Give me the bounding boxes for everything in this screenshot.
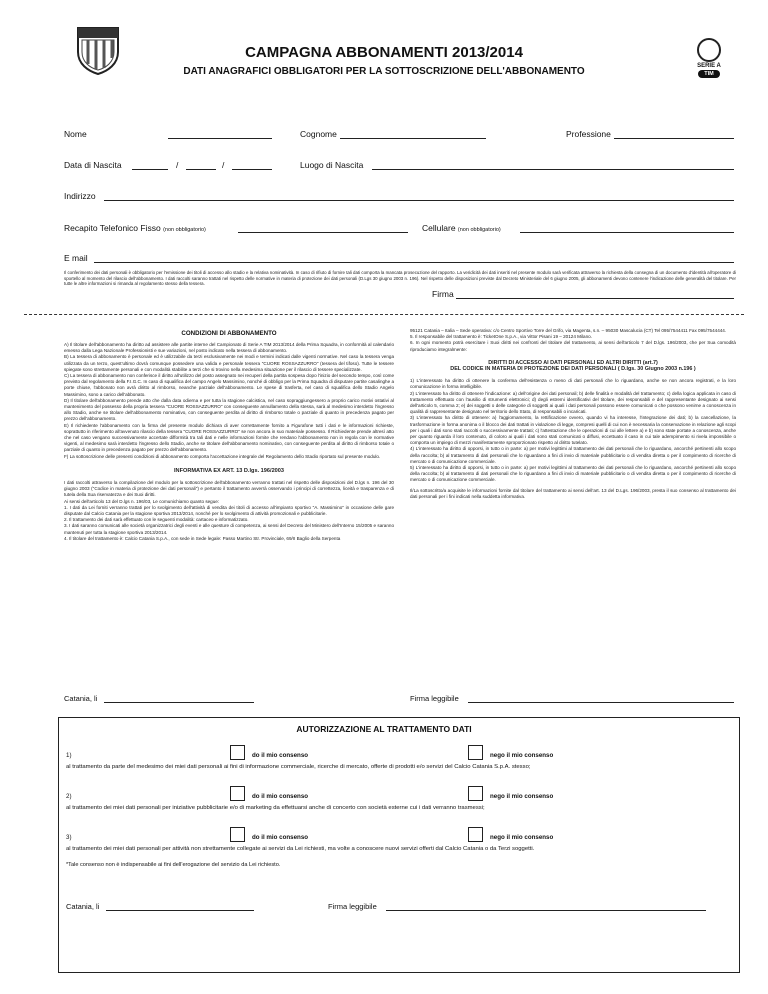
luogo-nascita-field[interactable] xyxy=(372,169,734,170)
firma-label: Firma xyxy=(432,289,454,299)
slash-1: / xyxy=(176,160,179,170)
info-heading: INFORMATIVA EX ART. 13 D.lgs. 196/2003 xyxy=(173,467,285,474)
rights-paragraph-1: 1) L'interessato ha diritto di ottenere la conferma dell'esistenza o meno di dati personali che lo riguardano, anche se non ancora registrati, e la loro comunicazione in forma intelligibile. xyxy=(410,378,736,390)
auth-footnote: *Tale consenso non è indispensabile ai fini dell'erogazione del servizio da Lei richiesto. xyxy=(66,862,281,868)
catania-label-1: Catania, li xyxy=(64,694,98,703)
recapito-text: Recapito Telefonico Fisso xyxy=(64,223,161,233)
info-paragraph-4: 2. Il trattamento dei dati sarà effettuato con le seguenti modalità: cartaceo e informatizzato. xyxy=(64,517,249,523)
condition-f: F) La sottoscrizione delle presenti condizioni di abbonamento comporta l'accettazione integrale del Regolamento dello Stadio riportato sul presente modulo. xyxy=(64,453,381,459)
auth-item-3-yes-label: do il mio consenso xyxy=(252,834,309,841)
recapito-note: (non obbligatorio) xyxy=(163,227,206,233)
serie-a-icon xyxy=(697,38,721,62)
page-title: CAMPAGNA ABBONAMENTI 2013/2014 xyxy=(245,44,523,61)
auth-item-3-no-label: nego il mio consenso xyxy=(490,834,554,841)
firma-leggibile-label-1: Firma leggibile xyxy=(410,694,459,703)
auth-item-2-yes-checkbox[interactable] xyxy=(230,786,245,801)
slash-2: / xyxy=(222,160,225,170)
auth-item-2-yes-label: do il mio consenso xyxy=(252,793,309,800)
cellulare-field[interactable] xyxy=(520,232,734,233)
firma-leggibile-field-1[interactable] xyxy=(468,702,734,703)
recapito-label xyxy=(64,223,206,233)
firma-leggibile-field-2[interactable] xyxy=(386,910,706,911)
auth-item-3-num: 3) xyxy=(66,834,72,841)
rights-paragraph-5: 5) L'interessato ha diritto di opporsi, in tutto o in parte: a) per motivi legittimi al trattamento dei dati personali che lo riguardano, ancorché pertinenti allo scopo della raccolta; b) al trattamento di dati personali che lo riguardano a fini di invio di materiale pubblicitario o di vendita diretta o per il compimento di ricerche di mercato o di comunicazione commerciale. xyxy=(410,465,736,483)
condition-c: C) La tessera di abbonamento non conferisce il diritto all'utilizzo del posto assegnato nei recuperi della partita sospesa dopo l'inizio del secondo tempo, così come previsto dal regolamento della F.I.G.C. In caso di squalifica del campo Angelo Massimino, nonché di obbligo per la Prima Squadra di disputare partite casalinghe a porte chiuse, l'abbonato non avrà diritto al rimborso, neanche parziale dell'abbonamento. Le spese di trasferta, nel caso di squalifica dello Stadio Angelo Massimino, sono a carico dell'abbonato. xyxy=(64,373,394,397)
nome-field[interactable] xyxy=(168,138,272,139)
auth-item-2-text: al trattamento dei miei dati personali per iniziative pubblicitarie e/o di marketing da effettuarsi anche di concerto con società esterne cui i dati verranno trasmessi; xyxy=(66,805,485,811)
indirizzo-label: Indirizzo xyxy=(64,191,96,201)
serie-a-badge xyxy=(692,38,726,78)
auth-item-3-yes-checkbox[interactable] xyxy=(230,827,245,842)
auth-item-2-num: 2) xyxy=(66,793,72,800)
catania-date-field-1[interactable] xyxy=(104,702,254,703)
condition-b: B) La tessera di abbonamento è personale ed è utilizzabile da terzi esclusivamente nei modi e termini indicati dalle vigenti normative. Nel caso la tessera venga utilizzata da un terzo, quest'ultimo dovrà comunque possedere una valida e personale tessera "CUORE ROSSAZZURRO" (tessera del tifoso). Tutte le tessere spiegate sono strettamente personali e con modalità stabilite a terzi che si trovino nella medesima situazione per il rilascio di tessere specializzate. xyxy=(64,354,394,372)
page-subtitle: DATI ANAGRAFICI OBBLIGATORI PER LA SOTTOSCRIZIONE DELL'ABBONAMENTO xyxy=(183,66,585,77)
indirizzo-field[interactable] xyxy=(104,200,734,201)
auth-item-2-no-label: nego il mio consenso xyxy=(490,793,554,800)
cognome-label: Cognome xyxy=(300,129,337,139)
cognome-field[interactable] xyxy=(340,138,486,139)
auth-item-2-no-checkbox[interactable] xyxy=(468,786,483,801)
condition-e: E) Il richiedente l'abbonamento con la firma del presente modulo dichiara di aver correttamente fornito a Figurafone tutti i dati e le informazioni richieste, soprattutto in riferimento all'avvenuto rilascio della tessera "CUORE ROSSAZZURRO" se non ancora in suo materiale possesso. Il Richiedente prende altresì atto che nel caso vengano successivamente accertate difformità tra tali dati e nelle informazioni fornite che rendano l'abbonamento non in regola con le normative vigenti, al medesimo sarà interdetto l'ingresso dello Stadio, anche se titolare dell'abbonamento nominativo, con conseguente perdita al diritto di rimborso totale o parziale di quanto in precedenza pagato per prezzo dell'abbonamento. xyxy=(64,422,394,453)
firma-field[interactable] xyxy=(456,298,734,299)
conditions-heading: CONDIZIONI DI ABBONAMENTO xyxy=(181,330,277,337)
rights-paragraph-2: 2) L'interessato ha diritto di ottenere l'indicazione: a) dell'origine dei dati personali; b) delle finalità e modalità del trattamento; c) della logica applicata in caso di trattamento effettuato con l'ausilio di strumenti elettronici; d) degli estremi identificativi del titolare, dei responsabili e del rappresentante designato ai sensi dell'articolo 5, comma 2; e) dei soggetti o delle categorie di soggetti ai quali i dati personali possono essere comunicati o che possono venirne a conoscenza in qualità di rappresentante designato nel territorio dello Stato, di responsabili o incaricati. xyxy=(410,390,736,415)
auth-item-1-text: al trattamento da parte del medesimo dei miei dati personali ai fini di informazione commerciale, ricerche di mercato, offerte di prodotti e/o servizi del Calcio Catania S.p.A. stesso; xyxy=(66,764,531,770)
auth-heading: AUTORIZZAZIONE AL TRATTAMENTO DATI xyxy=(296,724,472,734)
professione-field[interactable] xyxy=(614,138,734,139)
info-paragraph-1: I dati raccolti attraverso la compilazione del modulo per la sottoscrizione dell'abbonamento verranno trattati nel rispetto delle disposizioni del D.lgs n. 196 del 30 giugno 2003 ("Codice in materia di protezione dei dati personali") e pertanto il trattamento avverrà osservando i principi di correttezza, liceità e trasparenza e di tutela della Sua riservatezza e dei Suoi diritti. xyxy=(64,480,394,498)
email-field[interactable] xyxy=(94,262,734,263)
professione-label: Professione xyxy=(566,129,611,139)
luogo-nascita-label: Luogo di Nascita xyxy=(300,160,364,170)
condition-a: A) Il titolare dell'abbonamento ha diritto ad assistere alle partite interne del Campionato di Serie A TIM 2013/2014 della Prima Squadra, in conformità al calendario emesso dalla Lega Nazionale Professionisti e sue variazioni, nel posto indicato nella tessera di abbonamento. xyxy=(64,342,394,354)
rights-paragraph-4: 4) L'interessato ha diritto di opporsi, in tutto o in parte: a) per motivi legittimi al trattamento dei dati personali che lo riguardano, ancorché pertinenti allo scopo della raccolta; b) al trattamento di dati personali che lo riguardano a fini di invio di materiale pubblicitario o di vendita diretta o per il compimento di ricerche di mercato o di comunicazione commerciale. xyxy=(410,446,736,464)
info-paragraph-2: Ai sensi dell'articolo 13 del D.lgs n. 196/03, Le comunichiamo quanto segue: xyxy=(64,498,220,504)
auth-item-3-text: al trattamento dei miei dati personali per attività non strettamente collegate ai servizi da Lei richiesti, ma volte a conoscere nuovi servizi offerti dal Calcio Catania o da Terzi soggetti. xyxy=(66,846,535,852)
cellulare-note: (non obbligatorio) xyxy=(457,227,501,233)
conditions-left-column xyxy=(64,342,394,542)
recapito-field[interactable] xyxy=(238,232,408,233)
right-paragraph-1: 95121 Catania – Italia – Sede operativa: c/o Centro Sportivo Torre del Grifo, via Magenta, s.n. – 95030 Mascalucia (CT) Tel 095/7544411 Fax 095/7544444. xyxy=(410,328,727,333)
cellulare-label xyxy=(422,223,501,233)
auth-item-1-no-label: nego il mio consenso xyxy=(490,752,554,759)
rights-consent: Il/La sottoscritto/a acquisite le informazioni fornite dal titolare del trattamento ai sensi dell'art. 13 del D.Lgs. 196/2003, presta il suo consenso al trattamento dei dati personali per i fini indicati nella suddetta informativa. xyxy=(410,487,736,499)
rights-heading: DIRITTI DI ACCESSO AI DATI PERSONALI ED ALTRI DIRITTI (art.7) xyxy=(488,359,658,366)
catania-label-2: Catania, li xyxy=(66,902,100,911)
rights-paragraph-3: 3) L'interessato ha diritto di ottenere: a) l'aggiornamento, la rettificazione ovvero, quando vi ha interesse, l'integrazione dei dati; b) la cancellazione, la trasformazione in forma anonima o il blocco dei dati trattati in violazione di legge, compresi quelli di cui non è necessaria la conservazione in relazione agli scopi per i quali i dati sono stati raccolti o successivamente trattati; c) l'attestazione che le operazioni di cui alle lettere a) e b) sono state portate a conoscenza, anche per quanto riguarda il loro contenuto, di coloro ai quali i dati sono stati comunicati o diffusi, eccettuato il caso in cui tale adempimento si rivela impossibile o comporta un impiego di mezzi manifestamente sproporzionato rispetto al diritto tutelato. xyxy=(410,415,736,446)
auth-item-1-no-checkbox[interactable] xyxy=(468,745,483,760)
info-paragraph-6: 4. Il titolare del trattamento è: Calcio Catania S.p.A., con sede in Sede legale: Passo Martino Str. Provinciale, 69/II Baglio della Serpenta xyxy=(64,535,341,541)
auth-item-1-yes-label: do il mio consenso xyxy=(252,752,309,759)
right-paragraph-3: 6. In ogni momento potrà esercitare i Suoi diritti nei confronti del titolare del trattamento, ai sensi dell'articolo 7 del D.lgs. 196/2003, che per Sua comodità riproduciamo integralmente: xyxy=(410,340,736,352)
auth-box xyxy=(58,717,740,973)
badge-text: SERIE A xyxy=(697,63,721,69)
cellulare-text: Cellulare xyxy=(422,223,456,233)
dashed-separator xyxy=(24,314,744,315)
auth-item-1-yes-checkbox[interactable] xyxy=(230,745,245,760)
data-nascita-label: Data di Nascita xyxy=(64,160,122,170)
firma-leggibile-label-2: Firma leggibile xyxy=(328,902,377,911)
birth-day-field[interactable] xyxy=(132,169,168,170)
auth-item-1-num: 1) xyxy=(66,752,72,759)
info-paragraph-3: 1. I dati da Lei forniti verranno trattati per lo svolgimento dell'attività di vendita dei titoli di accesso all'impianto sportivo "A. Massimino" in occasione delle gare disputate dal Calcio Catania per la stagione sportiva 2013/2014, nonché per lo svolgimento di attività promozionali e pubblicitarie. xyxy=(64,504,394,517)
birth-year-field[interactable] xyxy=(232,169,272,170)
email-label: E mail xyxy=(64,253,88,263)
right-paragraph-2: 5. Il responsabile del trattamento è: TicketOne S.p.A., via Vittor Pisani 19 – 20124 Milano. xyxy=(410,334,592,340)
conditions-right-column xyxy=(410,328,736,500)
info-paragraph-5: 3. I dati saranno comunicati alle società organizzatrici degli eventi e alle questure di competenza, ai sensi del Decreto del Ministero dell'Interno 15/2005 e saranno mantenuti per tutta la stagione sportiva 2013/2014. xyxy=(64,523,394,535)
condition-d: D) Il titolare dell'abbonamento prende atto che dalla data odierna e per tutta la stagione calcistica, nel caso sopraggiungessero a proprio carico motivi ostativi al mantenimento del possesso della propria tessera "CUORE ROSSAZZURRO" con conseguente annullamento della stessa, sarà al medesimo interdetto l'ingresso allo Stadio, anche se titolare dell'abbonamento nominativo, con conseguente perdita al diritto di rimborso totale o parziale di quanto in precedenza pagato per prezzo dell'abbonamento. xyxy=(64,397,394,422)
birth-month-field[interactable] xyxy=(186,169,216,170)
rights-subheading: DEL CODICE IN MATERIA DI PROTEZIONE DEI DATI PERSONALI ( D.lgs. 30 Giugno 2003 n.196 ) xyxy=(450,366,696,373)
badge-sub: TIM xyxy=(698,70,720,78)
nome-label: Nome xyxy=(64,129,87,139)
catania-date-field-2[interactable] xyxy=(106,910,254,911)
privacy-note: Il conferimento dei dati personali è obbligatorio per l'emissione dei titoli di accesso allo stadio e la relativa nominatività. In caso di rifiuto di fornire tali dati comporta la mancata prosecuzione del rapporto. La veridicità dei dati inseriti nel presente modulo sarà verificata attraverso la richiesta della consegna di un documento d'identità all'operatore di sportello al momento del rilascio dell'abbonamento. I dati raccolti saranno trattati nel rispetto delle normative in materia di protezione dei dati personali (D.Lgs 30 giugno 2003 n. 196). Nel rispetto delle disposizioni previste dal Decreto Ministeriale del 6 giugno 2005, gli abbonamenti devono contenere l'indicazione delle generalità del titolare. Per tutte le altre informazioni si rimanda al regolamento stesso della tessera. xyxy=(64,270,736,287)
auth-item-3-no-checkbox[interactable] xyxy=(468,827,483,842)
